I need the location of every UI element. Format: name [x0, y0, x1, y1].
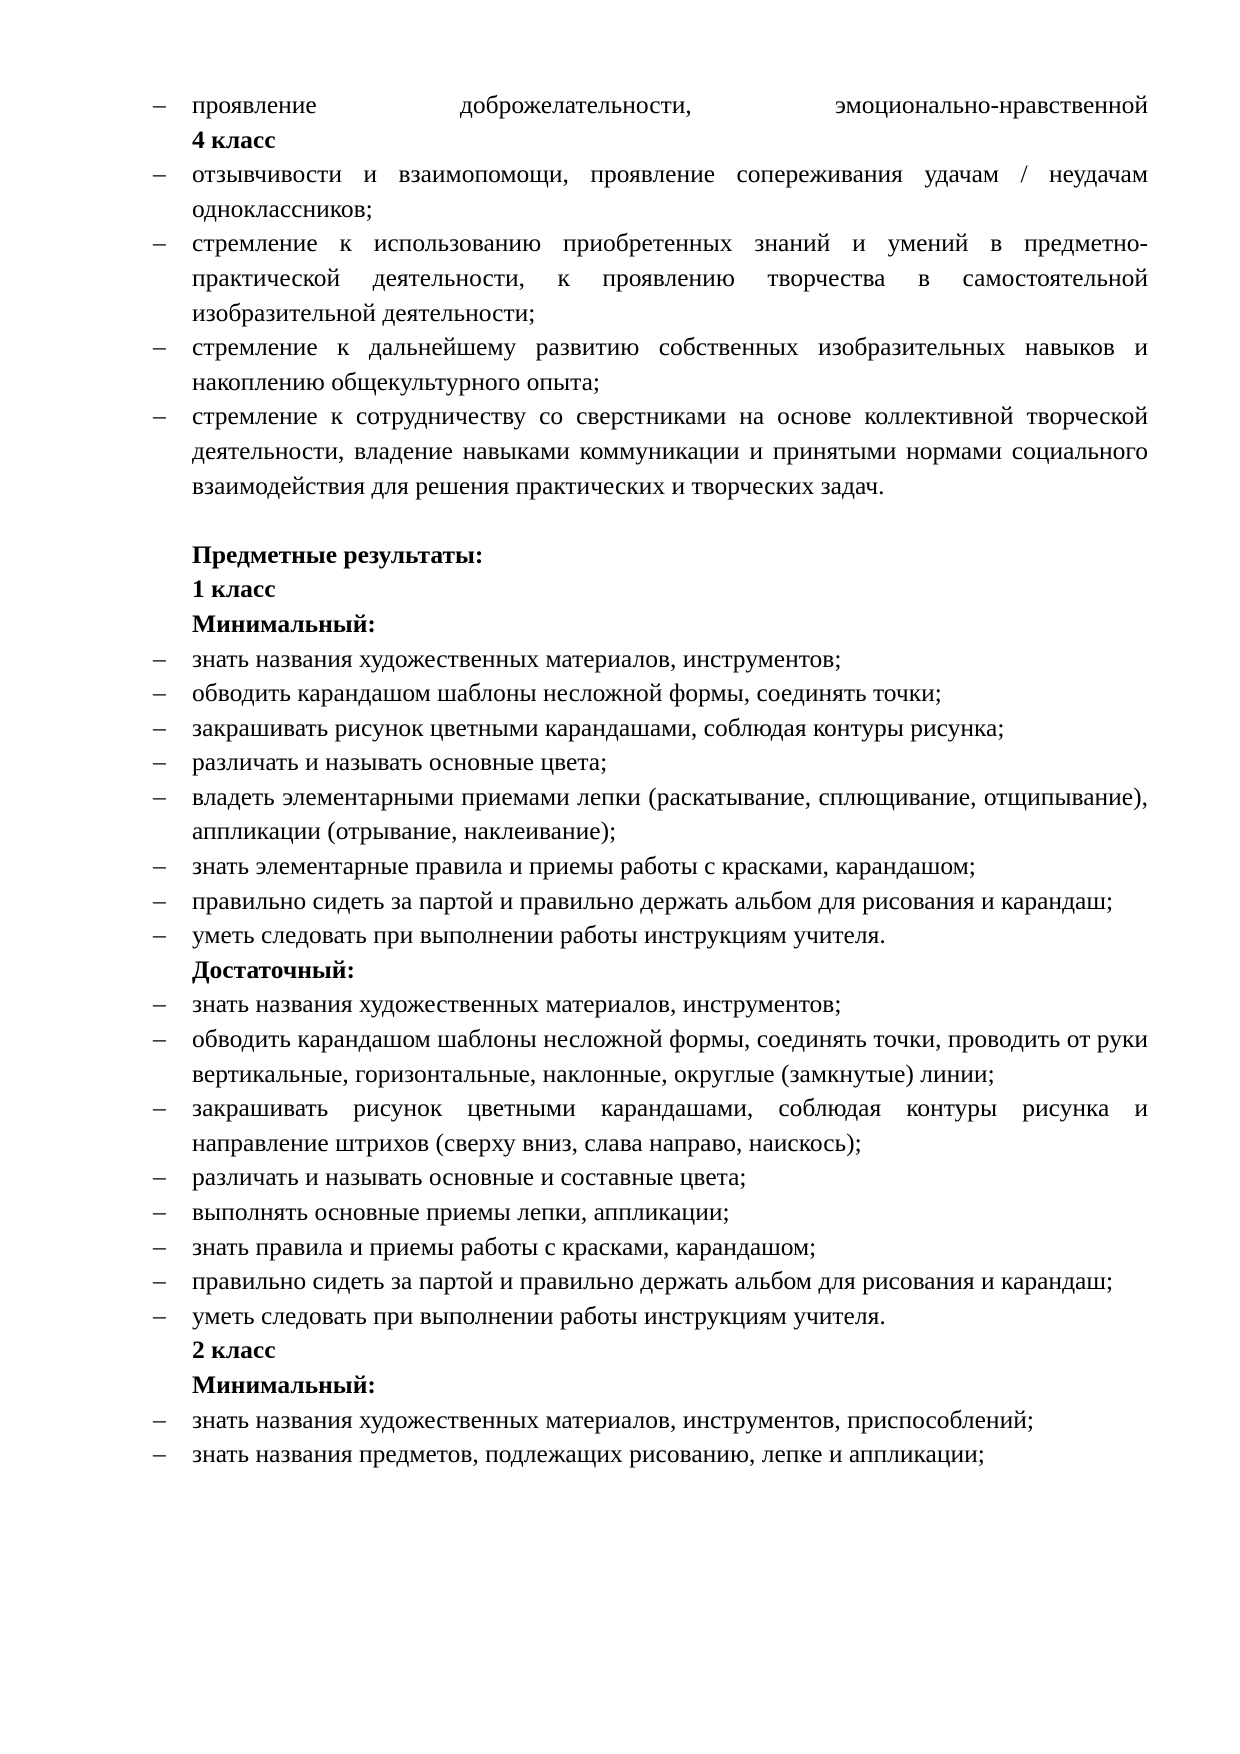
bullet-dash: – [153, 1024, 166, 1054]
bullet-dash: – [153, 332, 166, 362]
list-item-text: знать названия художественных материалов, инструментов; [192, 643, 842, 673]
list-item [153, 88, 1148, 123]
list-item [153, 711, 1148, 746]
bullet-dash: – [153, 159, 166, 189]
list-item-text: выполнять основные приемы лепки, аппликации; [192, 1197, 730, 1226]
minimal-level-heading: Минимальный: [192, 608, 376, 638]
page-content [153, 88, 1148, 1472]
list-item [153, 1403, 1148, 1438]
minimal-level-heading: Минимальный: [192, 1369, 376, 1399]
bullet-dash: – [153, 712, 166, 742]
list-item [153, 399, 1148, 503]
list-item [153, 1230, 1148, 1265]
list-item-text: различать и называть основные цвета; [192, 747, 608, 777]
list-item-text: закрашивать рисунок цветными карандашами, соблюдая контуры рисунка; [192, 712, 1005, 742]
list-item-text: стремление к использованию приобретенных знаний и умений в предметно-практической деятельности, к проявлению творчества в самостоятельной изобразительной деятельности; [192, 228, 1148, 327]
bullet-dash: – [153, 747, 166, 777]
list-item-text: уметь следовать при выполнении работы инструкциям учителя. [192, 920, 886, 950]
list-item-text: знать элементарные правила и приемы работы с красками, карандашом; [192, 851, 976, 881]
subject-results-heading: Предметные результаты: [192, 539, 484, 569]
blank-line [153, 503, 1148, 538]
list-item [153, 1022, 1148, 1091]
list-item-text: правильно сидеть за партой и правильно держать альбом для рисования и карандаш; [192, 885, 1114, 915]
list-item [153, 780, 1148, 849]
bullet-dash: – [153, 1093, 166, 1123]
bullet-dash: – [153, 1231, 166, 1261]
list-item [153, 642, 1148, 677]
bullet-dash: – [153, 989, 166, 1019]
list-item-text: обводить карандашом шаблоны несложной формы, соединять точки; [192, 678, 942, 708]
list-item-text: знать названия художественных материалов, инструментов, приспособлений; [192, 1404, 1034, 1434]
bullet-dash: – [153, 401, 166, 431]
bullet-dash: – [153, 851, 166, 881]
bullet-dash: – [153, 643, 166, 673]
bullet-dash: – [153, 885, 166, 915]
bullet-dash: – [153, 1197, 166, 1226]
bullet-dash: – [153, 1404, 166, 1434]
bullet-dash: – [153, 920, 166, 950]
list-item [153, 918, 1148, 953]
list-item [153, 157, 1148, 226]
list-item [153, 987, 1148, 1022]
list-item-text: отзывчивости и взаимопомощи, проявление сопереживания удачам / неудачам одноклассников; [192, 159, 1148, 223]
class-2-heading: 2 класс [192, 1335, 276, 1365]
list-item [153, 1299, 1148, 1334]
list-item [153, 676, 1148, 711]
list-item-text: знать названия художественных материалов, инструментов; [192, 989, 842, 1019]
list-item-text: владеть элементарными приемами лепки (раскатывание, сплющивание, отщипывание), аппликации (отрывание, наклеивание); [192, 781, 1148, 846]
list-item [153, 1437, 1148, 1472]
list-item [153, 849, 1148, 884]
bullet-dash: – [153, 228, 166, 258]
bullet-dash: – [153, 1439, 166, 1469]
class-1-heading: 1 класс [192, 574, 276, 604]
bullet-dash: – [153, 781, 166, 811]
list-item [153, 1195, 1148, 1230]
list-item [153, 1160, 1148, 1195]
list-item [153, 1264, 1148, 1299]
bullet-dash: – [153, 1266, 166, 1296]
list-item-text: уметь следовать при выполнении работы инструкциям учителя. [192, 1300, 886, 1330]
bullet-dash: – [153, 678, 166, 708]
sufficient-level-heading: Достаточный: [192, 954, 355, 984]
list-item-text: проявление доброжелательности, эмоционально-нравственной [192, 90, 1148, 119]
list-item-text: знать правила и приемы работы с красками, карандашом; [192, 1231, 817, 1261]
bullet-dash: – [153, 1300, 166, 1330]
list-item-text: стремление к дальнейшему развитию собственных изобразительных навыков и накоплению общекультурного опыта; [192, 332, 1148, 396]
list-item [153, 884, 1148, 919]
list-item-text: закрашивать рисунок цветными карандашами, соблюдая контуры рисунка и направление штрихов (сверху вниз, слава направо, наискось); [192, 1093, 1148, 1157]
list-item-text: правильно сидеть за партой и правильно держать альбом для рисования и карандаш; [192, 1266, 1114, 1296]
bullet-dash: – [153, 1162, 166, 1192]
list-item [153, 330, 1148, 399]
list-item [153, 745, 1148, 780]
list-item [153, 1091, 1148, 1160]
list-item-text: обводить карандашом шаблоны несложной формы, соединять точки, проводить от руки вертикальные, горизонтальные, наклонные, округлые (замкнутые) линии; [192, 1024, 1148, 1088]
list-item-text: различать и называть основные и составные цвета; [192, 1162, 747, 1192]
list-item-text: знать названия предметов, подлежащих рисованию, лепке и аппликации; [192, 1439, 985, 1469]
list-item [153, 226, 1148, 330]
bullet-dash: – [153, 90, 166, 119]
list-item-text: стремление к сотрудничеству со сверстниками на основе коллективной творческой деятельности, владение навыками коммуникации и принятыми нормами социального взаимодействия для решения практических и творческих задач. [192, 401, 1148, 500]
class-4-heading: 4 класс [192, 124, 276, 154]
